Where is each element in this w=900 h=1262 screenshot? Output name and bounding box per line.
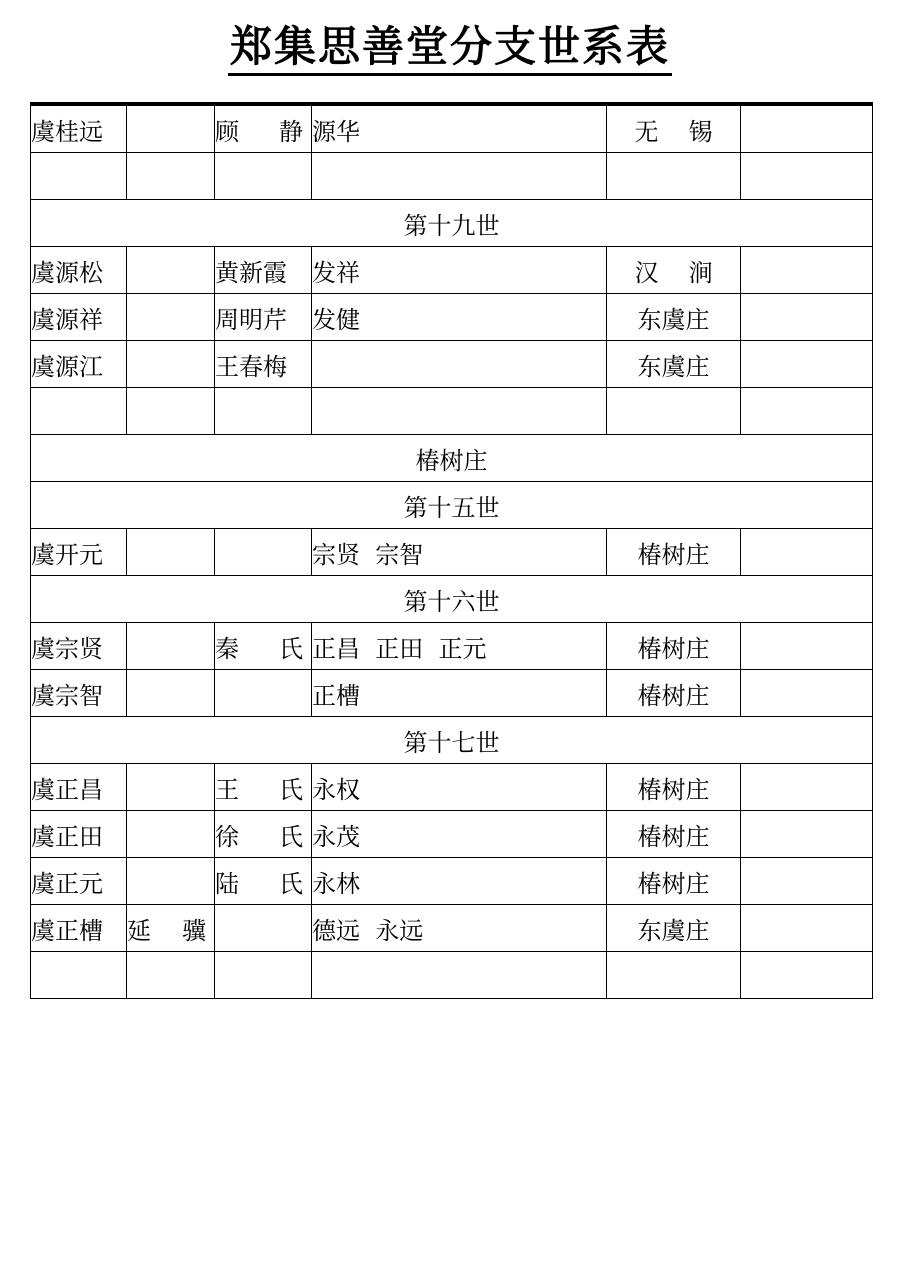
note-cell (741, 247, 873, 294)
table-row (31, 623, 873, 670)
spouse-cell (127, 858, 215, 905)
wife-cell: 周明芹 (215, 294, 312, 341)
village-heading: 椿树庄 (31, 435, 873, 482)
generation-row (31, 576, 873, 623)
place-cell: 东虞庄 (607, 341, 741, 388)
children-cell: 发祥 (312, 247, 607, 294)
village-row (31, 435, 873, 482)
place-char: 锡 (688, 117, 713, 146)
generation-row (31, 717, 873, 764)
wife-cell: 黄新霞 (215, 247, 312, 294)
wife-char: 顾 (215, 117, 239, 146)
wife-char: 秦 (215, 634, 239, 663)
generation-row (31, 200, 873, 247)
place-cell: 椿树庄 (607, 623, 741, 670)
person-name: 虞源祥 (31, 294, 127, 341)
wife-char: 徐 (215, 822, 239, 851)
children-cell (312, 341, 607, 388)
table-row (31, 905, 873, 952)
spouse-cell (127, 341, 215, 388)
person-name: 虞宗贤 (31, 623, 127, 670)
person-name: 虞开元 (31, 529, 127, 576)
note-cell (741, 623, 873, 670)
wife-cell (215, 811, 312, 858)
place-cell: 椿树庄 (607, 764, 741, 811)
wife-cell (215, 764, 312, 811)
table-row (31, 247, 873, 294)
table-row (31, 294, 873, 341)
generation-heading: 第十六世 (31, 576, 873, 623)
generation-row (31, 482, 873, 529)
place-cell: 椿树庄 (607, 811, 741, 858)
note-cell (741, 858, 873, 905)
note-cell (741, 905, 873, 952)
children-cell: 永林 (312, 858, 607, 905)
person-name: 虞正田 (31, 811, 127, 858)
place-cell: 东虞庄 (607, 294, 741, 341)
children-cell: 源华 (312, 104, 607, 153)
place-cell (607, 247, 741, 294)
spouse-cell (127, 529, 215, 576)
table-row (31, 858, 873, 905)
note-cell (741, 764, 873, 811)
wife-cell (215, 623, 312, 670)
children-cell: 永权 (312, 764, 607, 811)
person-name: 虞源松 (31, 247, 127, 294)
note-cell (741, 294, 873, 341)
place-cell (607, 104, 741, 153)
spouse-char: 延 (127, 916, 151, 945)
wife-cell (215, 858, 312, 905)
empty-row (31, 153, 873, 200)
spouse-cell (127, 670, 215, 717)
place-char: 无 (634, 117, 659, 146)
wife-char: 陆 (215, 869, 239, 898)
spouse-cell (127, 905, 215, 952)
table-row (31, 529, 873, 576)
place-char: 汉 (634, 258, 659, 287)
place-cell: 椿树庄 (607, 529, 741, 576)
wife-char: 王 (215, 775, 239, 804)
table-row (31, 341, 873, 388)
children-cell: 正昌 正田 正元 (312, 623, 607, 670)
place-char: 涧 (688, 258, 713, 287)
person-name: 虞正元 (31, 858, 127, 905)
person-name: 虞源江 (31, 341, 127, 388)
note-cell (741, 341, 873, 388)
place-cell: 东虞庄 (607, 905, 741, 952)
genealogy-table (30, 102, 873, 999)
empty-row (31, 952, 873, 999)
wife-char: 氏 (279, 822, 303, 851)
spouse-cell (127, 764, 215, 811)
page-title-text: 郑集思善堂分支世系表 (228, 22, 672, 76)
place-cell: 椿树庄 (607, 858, 741, 905)
person-name: 虞正槽 (31, 905, 127, 952)
children-cell: 发健 (312, 294, 607, 341)
table-row (31, 811, 873, 858)
person-name: 虞桂远 (31, 104, 127, 153)
table-row (31, 764, 873, 811)
children-cell: 永茂 (312, 811, 607, 858)
spouse-char: 骥 (182, 916, 206, 945)
wife-cell (215, 905, 312, 952)
place-cell: 椿树庄 (607, 670, 741, 717)
generation-heading: 第十七世 (31, 717, 873, 764)
table-row (31, 670, 873, 717)
wife-cell (215, 670, 312, 717)
table-row (31, 104, 873, 153)
wife-cell: 王春梅 (215, 341, 312, 388)
note-cell (741, 811, 873, 858)
person-name: 虞宗智 (31, 670, 127, 717)
spouse-cell (127, 294, 215, 341)
children-cell: 正槽 (312, 670, 607, 717)
person-name: 虞正昌 (31, 764, 127, 811)
children-cell: 德远 永远 (312, 905, 607, 952)
empty-row (31, 388, 873, 435)
wife-char: 氏 (279, 775, 303, 804)
page-title (0, 14, 900, 74)
generation-heading: 第十五世 (31, 482, 873, 529)
spouse-cell (127, 623, 215, 670)
spouse-cell (127, 104, 215, 153)
wife-char: 氏 (279, 869, 303, 898)
wife-cell (215, 529, 312, 576)
note-cell (741, 104, 873, 153)
generation-heading: 第十九世 (31, 200, 873, 247)
wife-cell (215, 104, 312, 153)
children-cell: 宗贤 宗智 (312, 529, 607, 576)
spouse-cell (127, 247, 215, 294)
wife-char: 氏 (279, 634, 303, 663)
note-cell (741, 529, 873, 576)
wife-char: 静 (279, 117, 303, 146)
note-cell (741, 670, 873, 717)
spouse-cell (127, 811, 215, 858)
